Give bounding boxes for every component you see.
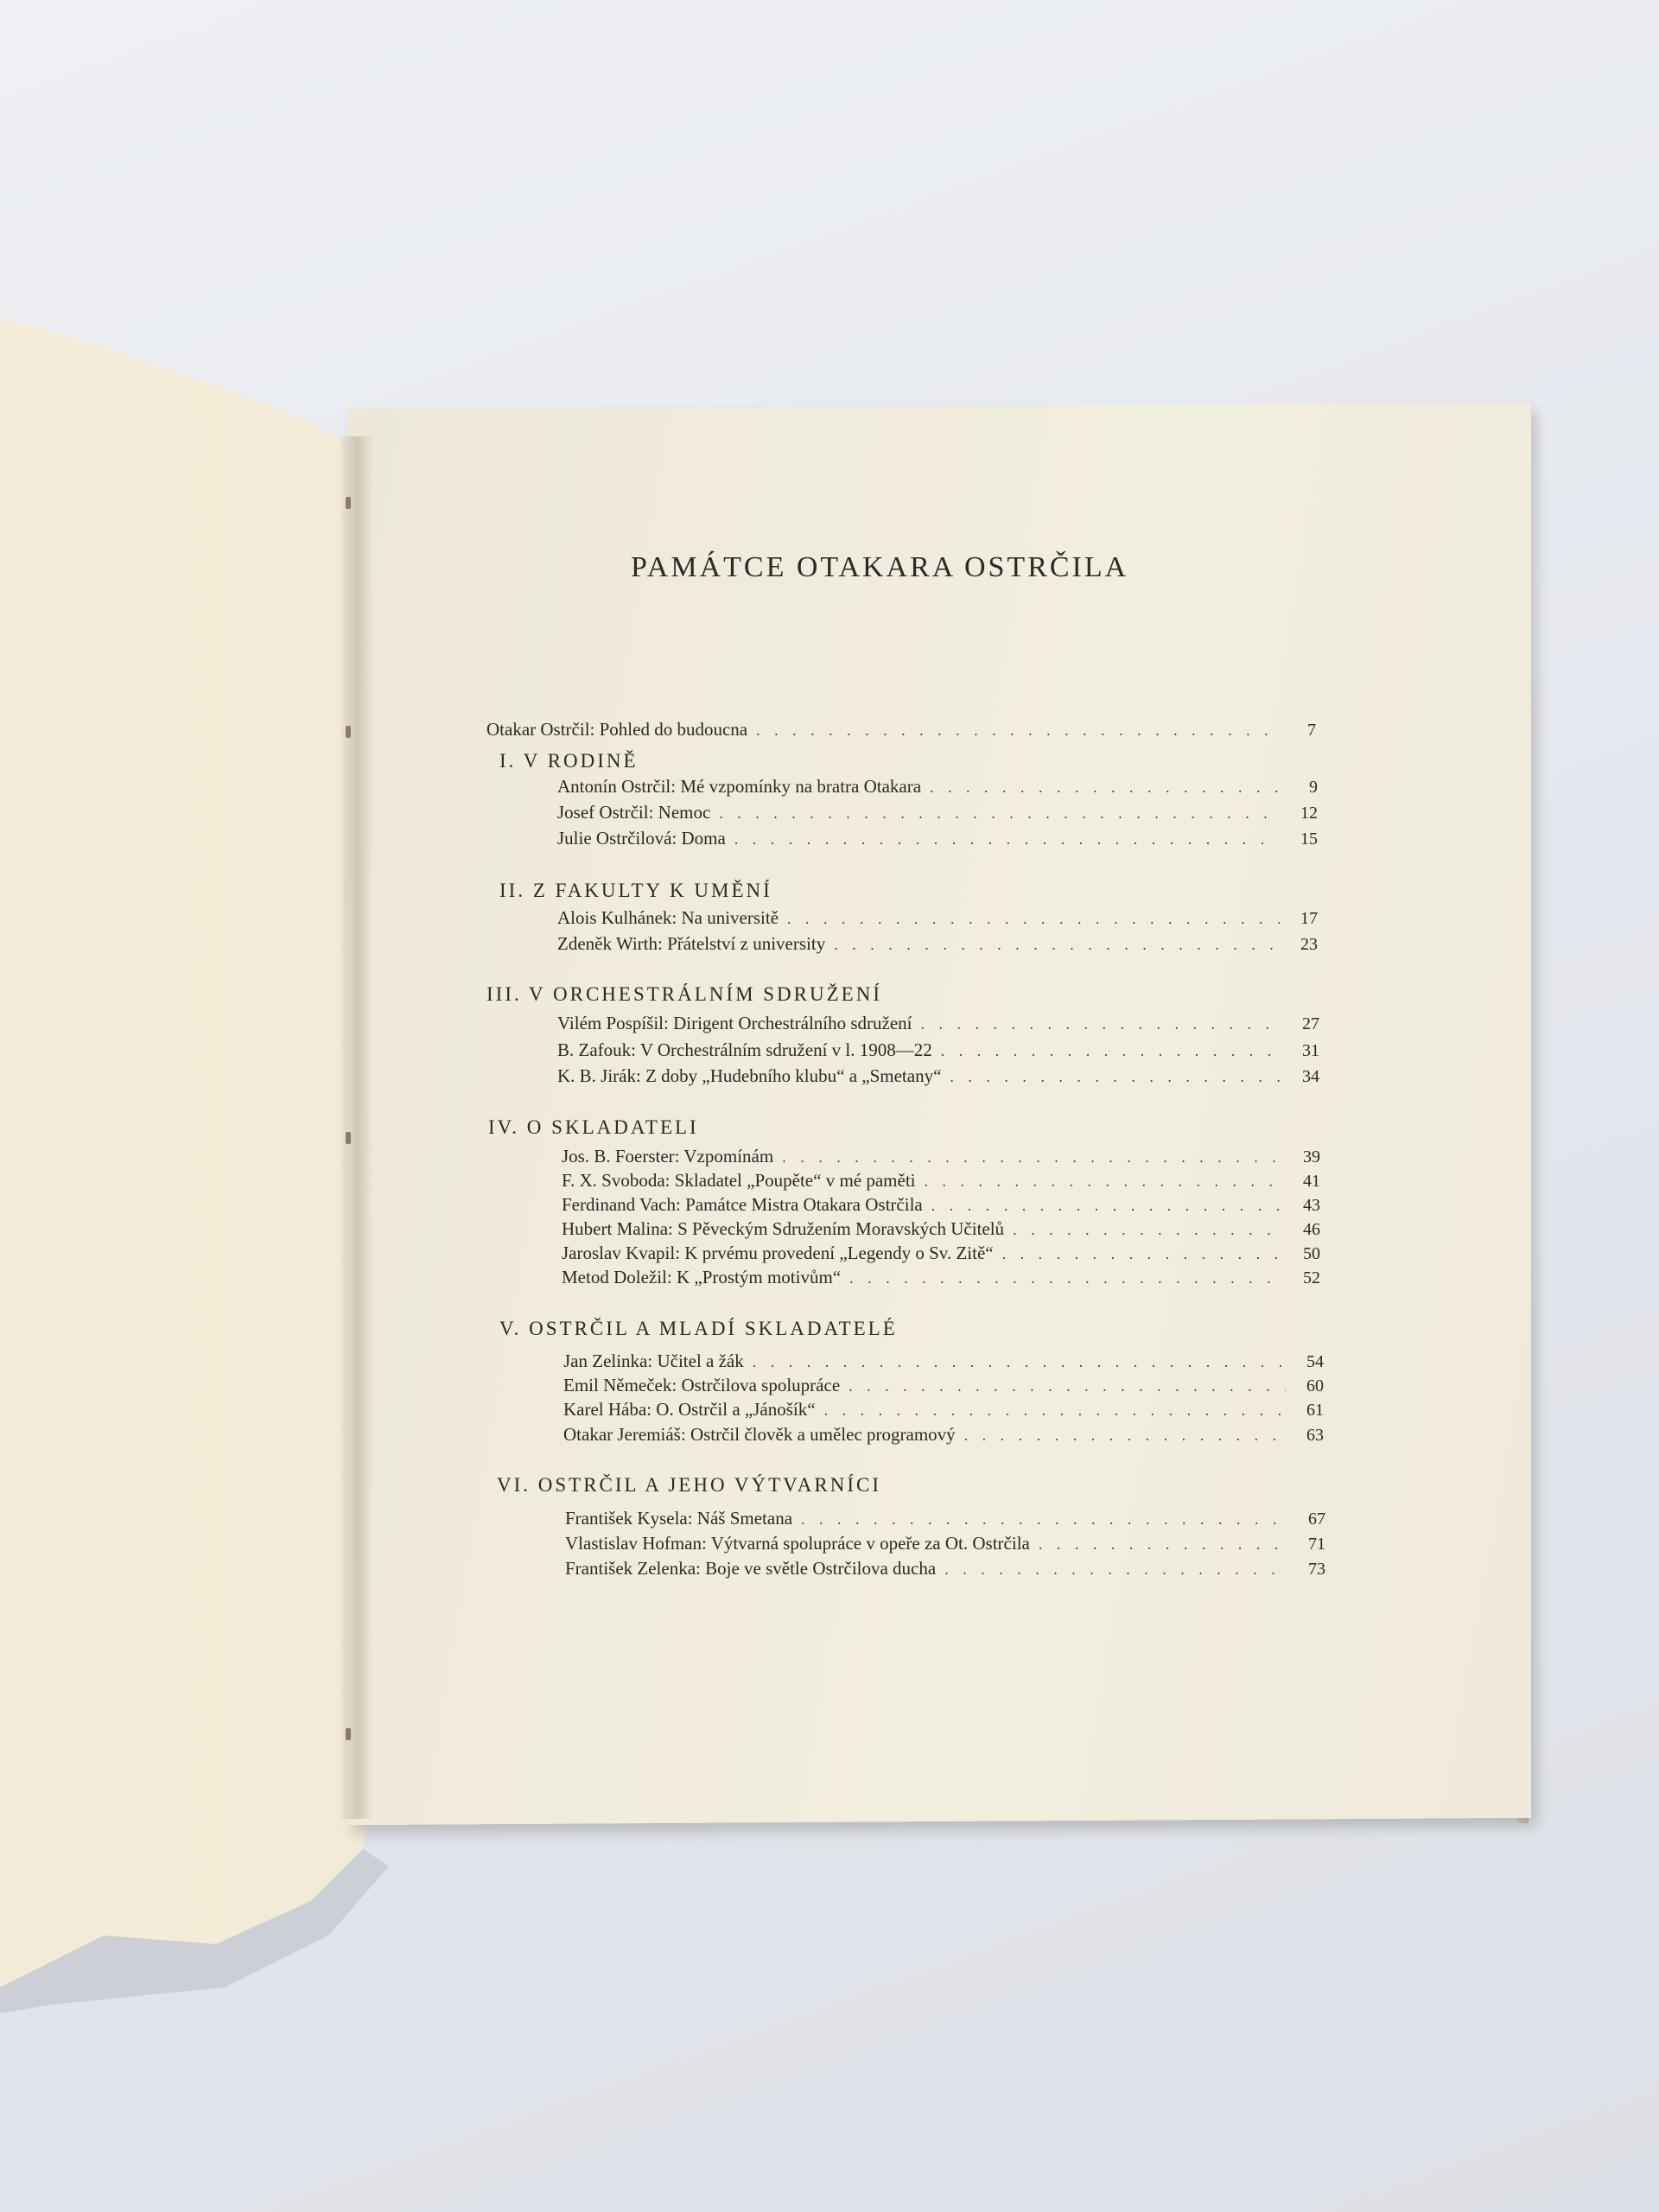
toc-entry-text: Jan Zelinka: Učitel a žák	[563, 1351, 744, 1371]
leader-dots	[1039, 1535, 1287, 1554]
toc-entry	[562, 1146, 1320, 1170]
section-heading: V. OSTRČIL A MLADÍ SKLADATELÉ	[499, 1318, 898, 1339]
toc-entry	[557, 907, 1318, 931]
toc-entry-page: 71	[1308, 1535, 1325, 1554]
toc-entry	[557, 1065, 1319, 1090]
toc-entry-page: 34	[1302, 1067, 1319, 1086]
leader-dots	[944, 1560, 1287, 1579]
toc-entry-text: Otakar Ostrčil: Pohled do budoucna	[486, 719, 748, 740]
toc-entry-page: 23	[1300, 935, 1318, 954]
toc-entry	[562, 1170, 1320, 1194]
toc-entry-page: 43	[1303, 1196, 1320, 1215]
toc-entry-text: Otakar Jeremiáš: Ostrčil člověk a umělec programový	[563, 1424, 956, 1445]
toc-entry	[565, 1533, 1325, 1557]
toc-entry	[563, 1375, 1324, 1399]
toc-entry-text: K. B. Jirák: Z doby „Hudebního klubu“ a „Smetany“	[557, 1065, 942, 1086]
toc-entry	[562, 1218, 1320, 1243]
toc-entry	[563, 1351, 1324, 1375]
leader-dots	[1013, 1221, 1282, 1239]
leader-dots	[964, 1427, 1286, 1445]
leader-dots	[834, 936, 1280, 954]
toc-entry-text: František Kysela: Náš Smetana	[565, 1508, 793, 1529]
toc-entry-text: Metod Doležil: K „Prostým motivům“	[562, 1267, 842, 1287]
leader-dots	[734, 830, 1280, 849]
toc-entry-text: Emil Němeček: Ostrčilova spolupráce	[563, 1375, 841, 1395]
toc-entry-page: 61	[1306, 1401, 1324, 1420]
toc-entry-text: Vlastislav Hofman: Výtvarná spolupráce v opeře za Ot. Ostrčila	[565, 1533, 1030, 1554]
leader-dots	[849, 1269, 1282, 1287]
toc-entry-page: 7	[1307, 721, 1316, 740]
toc-entry	[557, 802, 1318, 826]
leader-dots	[801, 1510, 1287, 1529]
toc-entry-page: 46	[1303, 1220, 1320, 1239]
toc-entry-page: 9	[1309, 778, 1318, 797]
toc-entry-page: 60	[1306, 1376, 1324, 1395]
leader-dots	[787, 910, 1280, 928]
toc-entry-page: 67	[1308, 1510, 1325, 1529]
section-heading: IV. O SKLADATELI	[488, 1116, 699, 1138]
toc-entry	[562, 1194, 1320, 1218]
toc-entry-page: 17	[1300, 909, 1318, 928]
toc-entry-text: B. Zafouk: V Orchestrálním sdružení v l. 1908—22	[557, 1039, 932, 1060]
toc-entry	[557, 776, 1318, 800]
leader-dots	[921, 1015, 1281, 1033]
toc-entry-intro	[486, 719, 1316, 743]
toc-entry-text: Josef Ostrčil: Nemoc	[557, 802, 711, 823]
toc-entry-page: 12	[1300, 804, 1318, 823]
toc-entry	[565, 1558, 1325, 1582]
page-title: PAMÁTCE OTAKARA OSTRČILA	[631, 551, 1129, 583]
toc-entry	[557, 1013, 1319, 1037]
toc-entry-page: 50	[1303, 1244, 1320, 1263]
toc-entry-page: 31	[1302, 1041, 1319, 1060]
toc-entry-page: 27	[1302, 1014, 1319, 1033]
section-heading: VI. OSTRČIL A JEHO VÝTVARNÍCI	[497, 1474, 882, 1496]
section-heading: III. V ORCHESTRÁLNÍM SDRUŽENÍ	[486, 983, 882, 1005]
toc-entry	[557, 828, 1318, 852]
toc-entry-text: Jos. B. Foerster: Vzpomínám	[562, 1146, 774, 1166]
section-heading: I. V RODINĚ	[499, 750, 639, 772]
toc-entry-text: F. X. Svoboda: Skladatel „Poupěte“ v mé paměti	[562, 1170, 916, 1191]
toc-entry-text: Antonín Ostrčil: Mé vzpomínky na bratra Otakara	[557, 776, 922, 797]
toc-entry-page: 63	[1306, 1426, 1324, 1445]
toc-entry-text: František Zelenka: Boje ve světle Ostrčilova ducha	[565, 1558, 937, 1579]
leader-dots	[756, 721, 1278, 740]
section-heading: II. Z FAKULTY K UMĚNÍ	[499, 880, 772, 901]
toc-entry-text: Zdeněk Wirth: Přátelství z university	[557, 933, 826, 954]
toc-entry-page: 52	[1303, 1268, 1320, 1287]
toc-entry	[563, 1399, 1324, 1423]
toc-entry	[565, 1508, 1325, 1532]
toc-entry-text: Vilém Pospíšil: Dirigent Orchestrálního sdružení	[557, 1013, 912, 1033]
leader-dots	[753, 1353, 1286, 1371]
toc-entry-page: 15	[1300, 830, 1318, 849]
leader-dots	[930, 779, 1280, 797]
leader-dots	[849, 1377, 1286, 1395]
toc-entry	[557, 1039, 1319, 1064]
leader-dots	[950, 1068, 1281, 1086]
toc-entry-page: 73	[1308, 1560, 1325, 1579]
toc-entry	[562, 1267, 1320, 1291]
leader-dots	[925, 1173, 1283, 1191]
toc-entry-text: Karel Hába: O. Ostrčil a „Jánošík“	[563, 1399, 816, 1420]
toc-entry-text: Ferdinand Vach: Památce Mistra Otakara Ostrčila	[562, 1194, 923, 1215]
leader-dots	[719, 804, 1280, 823]
toc-entry	[563, 1424, 1324, 1448]
toc-entry-page: 39	[1303, 1147, 1320, 1166]
toc-entry-text: Jaroslav Kvapil: K prvému provedení „Legendy o Sv. Zitě“	[562, 1243, 994, 1263]
leader-dots	[941, 1042, 1281, 1060]
toc-entry-text: Julie Ostrčilová: Doma	[557, 828, 726, 849]
toc-entry	[562, 1243, 1320, 1267]
leader-dots	[1002, 1245, 1282, 1263]
toc-entry-text: Alois Kulhánek: Na universitě	[557, 907, 779, 928]
toc-entry-page: 41	[1303, 1172, 1320, 1191]
toc-entry-text: Hubert Malina: S Pěveckým Sdružením Moravských Učitelů	[562, 1218, 1005, 1239]
leader-dots	[824, 1402, 1286, 1420]
leader-dots	[782, 1148, 1282, 1166]
toc-entry-page: 54	[1306, 1352, 1324, 1371]
toc-entry	[557, 933, 1318, 957]
leader-dots	[931, 1197, 1282, 1215]
